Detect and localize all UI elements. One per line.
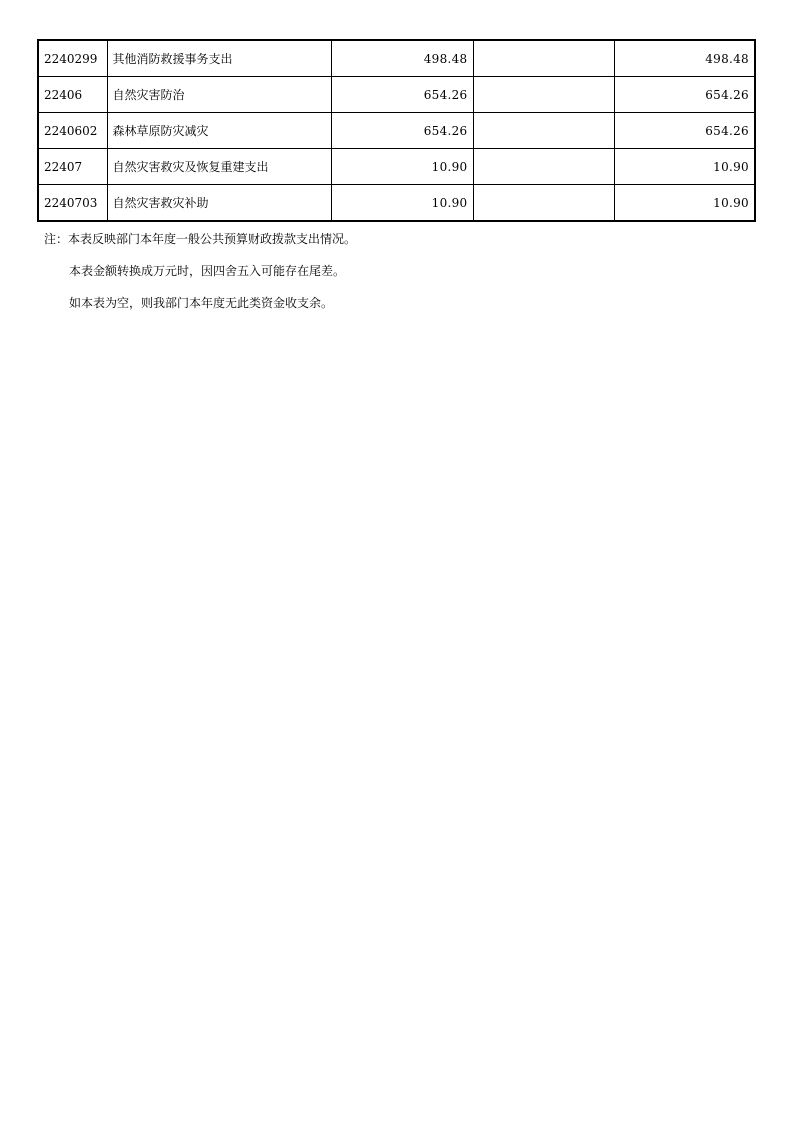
project-expenditure-cell: 654.26 xyxy=(614,113,755,149)
note-line: 如本表为空，则我部门本年度无此类资金收支余。 xyxy=(69,296,334,310)
total-cell: 654.26 xyxy=(331,113,473,149)
basic-expenditure-cell xyxy=(473,185,614,222)
expenditure-table xyxy=(37,39,756,222)
subject-name-cell: 自然灾害救灾及恢复重建支出 xyxy=(107,149,331,185)
subject-code-cell: 2240299 xyxy=(38,40,107,77)
total-cell: 10.90 xyxy=(331,185,473,222)
note-line: 注：本表反映部门本年度一般公共预算财政拨款支出情况。 xyxy=(44,232,357,246)
project-expenditure-cell: 654.26 xyxy=(614,77,755,113)
basic-expenditure-cell xyxy=(473,149,614,185)
subject-name-cell: 其他消防救援事务支出 xyxy=(107,40,331,77)
project-expenditure-cell: 10.90 xyxy=(614,149,755,185)
subject-code-cell: 22406 xyxy=(38,77,107,113)
table-notes xyxy=(44,230,356,326)
project-expenditure-cell: 10.90 xyxy=(614,185,755,222)
basic-expenditure-cell xyxy=(473,40,614,77)
subject-name-cell: 森林草原防灾减灾 xyxy=(107,113,331,149)
subject-code-cell: 2240602 xyxy=(38,113,107,149)
subject-name-cell: 自然灾害防治 xyxy=(107,77,331,113)
table-row xyxy=(38,113,755,149)
project-expenditure-cell: 498.48 xyxy=(614,40,755,77)
subject-code-cell: 22407 xyxy=(38,149,107,185)
note-line: 本表金额转换成万元时，因四舍五入可能存在尾差。 xyxy=(69,264,346,278)
total-cell: 10.90 xyxy=(331,149,473,185)
subject-code-cell: 2240703 xyxy=(38,185,107,222)
basic-expenditure-cell xyxy=(473,113,614,149)
total-cell: 654.26 xyxy=(331,77,473,113)
basic-expenditure-cell xyxy=(473,77,614,113)
table-row xyxy=(38,77,755,113)
table-row xyxy=(38,185,755,222)
subject-name-cell: 自然灾害救灾补助 xyxy=(107,185,331,222)
table-row xyxy=(38,149,755,185)
total-cell: 498.48 xyxy=(331,40,473,77)
table-row xyxy=(38,40,755,77)
